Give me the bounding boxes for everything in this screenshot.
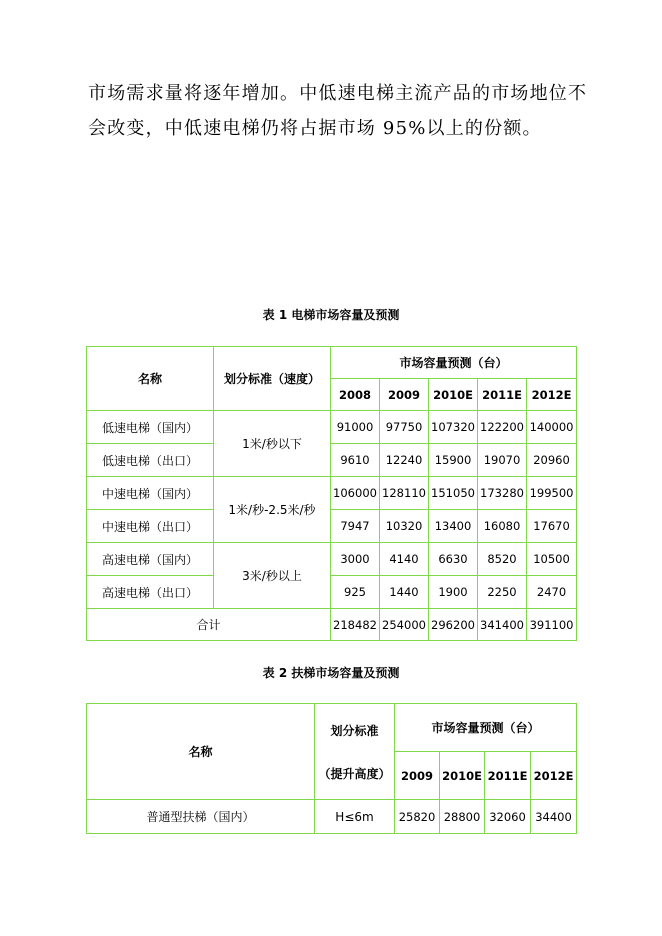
total-value: 391100 bbox=[527, 609, 577, 641]
paragraph-line: 会改变，中低速电梯仍将占据市场 95%以上的份额。 bbox=[88, 118, 542, 139]
table-row bbox=[87, 510, 577, 543]
cell-value: 19070 bbox=[478, 444, 527, 477]
cell-value: 2470 bbox=[527, 576, 577, 609]
year-header: 2009 bbox=[395, 752, 440, 800]
year-header: 2012E bbox=[531, 752, 577, 800]
cell-value: 1900 bbox=[429, 576, 478, 609]
row-standard: H≤6m bbox=[315, 800, 395, 834]
cell-value: 8520 bbox=[478, 543, 527, 576]
cell-value: 97750 bbox=[380, 411, 429, 444]
table1-caption: 表 1 电梯市场容量及预测 bbox=[262, 308, 400, 322]
total-value: 218482 bbox=[331, 609, 380, 641]
year-header: 2011E bbox=[478, 379, 527, 411]
row-standard: 3米/秒以上 bbox=[214, 543, 331, 609]
cell-value: 106000 bbox=[331, 477, 380, 510]
total-value: 296200 bbox=[429, 609, 478, 641]
cell-value: 12240 bbox=[380, 444, 429, 477]
cell-value: 3000 bbox=[331, 543, 380, 576]
cell-value: 13400 bbox=[429, 510, 478, 543]
cell-value: 4140 bbox=[380, 543, 429, 576]
row-name: 高速电梯（出口） bbox=[87, 576, 214, 609]
header-name: 名称 bbox=[87, 347, 214, 411]
row-name: 中速电梯（国内） bbox=[87, 477, 214, 510]
row-name: 高速电梯（国内） bbox=[87, 543, 214, 576]
cell-value: 6630 bbox=[429, 543, 478, 576]
table-row bbox=[87, 576, 577, 609]
row-name: 中速电梯（出口） bbox=[87, 510, 214, 543]
cell-value: 34400 bbox=[531, 800, 577, 834]
cell-value: 17670 bbox=[527, 510, 577, 543]
header-standard-line: 划分标准 bbox=[330, 723, 379, 738]
row-standard: 1米/秒以下 bbox=[214, 411, 331, 477]
body-paragraph bbox=[88, 76, 588, 146]
total-label: 合计 bbox=[87, 609, 331, 641]
total-value: 254000 bbox=[380, 609, 429, 641]
table-row bbox=[87, 477, 577, 510]
cell-value: 28800 bbox=[440, 800, 485, 834]
total-row bbox=[87, 609, 577, 641]
cell-value: 173280 bbox=[478, 477, 527, 510]
cell-value: 91000 bbox=[331, 411, 380, 444]
header-forecast: 市场容量预测（台） bbox=[395, 704, 577, 752]
header-standard: 划分标准（速度） bbox=[214, 347, 331, 411]
cell-value: 10320 bbox=[380, 510, 429, 543]
year-header: 2010E bbox=[429, 379, 478, 411]
total-value: 341400 bbox=[478, 609, 527, 641]
cell-value: 140000 bbox=[527, 411, 577, 444]
table-row bbox=[87, 444, 577, 477]
table2-caption: 表 2 扶梯市场容量及预测 bbox=[262, 666, 400, 680]
cell-value: 1440 bbox=[380, 576, 429, 609]
cell-value: 10500 bbox=[527, 543, 577, 576]
escalator-market-table bbox=[86, 703, 577, 834]
table-row bbox=[87, 411, 577, 444]
cell-value: 20960 bbox=[527, 444, 577, 477]
row-name: 低速电梯（国内） bbox=[87, 411, 214, 444]
table-row bbox=[87, 800, 577, 834]
header-standard bbox=[315, 704, 395, 800]
cell-value: 122200 bbox=[478, 411, 527, 444]
paragraph-line: 市场需求量将逐年增加。中低速电梯主流产品的市场地位不 bbox=[88, 83, 588, 104]
year-header: 2011E bbox=[485, 752, 531, 800]
cell-value: 107320 bbox=[429, 411, 478, 444]
row-standard: 1米/秒-2.5米/秒 bbox=[214, 477, 331, 543]
year-header: 2008 bbox=[331, 379, 380, 411]
cell-value: 15900 bbox=[429, 444, 478, 477]
year-header: 2009 bbox=[380, 379, 429, 411]
cell-value: 9610 bbox=[331, 444, 380, 477]
header-name: 名称 bbox=[87, 704, 315, 800]
elevator-market-table bbox=[86, 346, 577, 641]
cell-value: 199500 bbox=[527, 477, 577, 510]
cell-value: 32060 bbox=[485, 800, 531, 834]
cell-value: 7947 bbox=[331, 510, 380, 543]
header-standard-line: （提升高度） bbox=[318, 766, 391, 781]
header-forecast: 市场容量预测（台） bbox=[331, 347, 577, 379]
cell-value: 128110 bbox=[380, 477, 429, 510]
row-name: 低速电梯（出口） bbox=[87, 444, 214, 477]
year-header: 2012E bbox=[527, 379, 577, 411]
cell-value: 25820 bbox=[395, 800, 440, 834]
cell-value: 925 bbox=[331, 576, 380, 609]
cell-value: 2250 bbox=[478, 576, 527, 609]
table-row bbox=[87, 543, 577, 576]
cell-value: 151050 bbox=[429, 477, 478, 510]
row-name: 普通型扶梯（国内） bbox=[87, 800, 315, 834]
year-header: 2010E bbox=[440, 752, 485, 800]
cell-value: 16080 bbox=[478, 510, 527, 543]
